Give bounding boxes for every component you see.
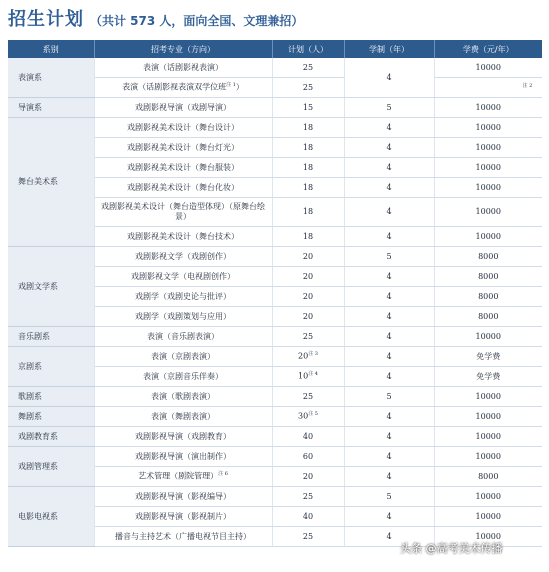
table-row <box>8 387 542 407</box>
years-cell: 4 <box>344 307 434 327</box>
years-cell: 4 <box>344 227 434 247</box>
page-title <box>8 5 303 31</box>
fee-cell: 10000 <box>434 178 542 198</box>
plan-cell: 60 <box>272 447 344 467</box>
major-cell: 表演（京剧表演） <box>94 347 272 367</box>
footnote-mark: 注 5 <box>308 411 318 418</box>
years-cell: 5 <box>344 387 434 407</box>
fee-cell: 8000 <box>434 267 542 287</box>
fee-cell: 10000 <box>434 427 542 447</box>
footnote-mark: 注 4 <box>308 371 318 378</box>
table-header-row <box>8 40 542 58</box>
major-cell: 戏剧影视美术设计（舞台化妆） <box>94 178 272 198</box>
fee-cell: 10000 <box>434 327 542 347</box>
years-cell: 4 <box>344 347 434 367</box>
plan-cell: 25 <box>272 527 344 547</box>
years-cell: 4 <box>344 198 434 227</box>
years-cell: 4 <box>344 327 434 347</box>
plan-cell: 18 <box>272 158 344 178</box>
years-cell: 4 <box>344 267 434 287</box>
major-cell: 表演（舞剧表演） <box>94 407 272 427</box>
table-row <box>8 447 542 467</box>
plan-cell: 25 <box>272 78 344 98</box>
fee-cell: 10000 <box>434 138 542 158</box>
years-cell: 4 <box>344 118 434 138</box>
fee-cell: 10000 <box>434 58 542 78</box>
title-main: 招生计划 <box>8 9 84 30</box>
column-header-years: 学制（年） <box>344 40 434 58</box>
major-cell: 戏剧影视导演（演出制作） <box>94 447 272 467</box>
plan-cell: 20 <box>272 307 344 327</box>
plan-cell: 25 <box>272 58 344 78</box>
dept-cell: 戏剧文学系 <box>8 247 94 327</box>
plan-cell: 20 <box>272 467 344 487</box>
years-cell: 4 <box>344 407 434 427</box>
years-cell: 5 <box>344 98 434 118</box>
major-cell: 戏剧影视文学（戏剧创作） <box>94 247 272 267</box>
column-header-dept: 系别 <box>8 40 94 58</box>
dept-cell: 歌剧系 <box>8 387 94 407</box>
years-cell: 4 <box>344 447 434 467</box>
plan-cell: 18 <box>272 118 344 138</box>
plan-value: 10 <box>298 372 309 382</box>
years-cell: 4 <box>344 287 434 307</box>
major-cell: 戏剧影视文学（电视剧创作） <box>94 267 272 287</box>
fee-cell <box>434 78 542 98</box>
dept-cell: 音乐剧系 <box>8 327 94 347</box>
fee-cell: 免学费 <box>434 347 542 367</box>
major-cell <box>94 78 272 98</box>
major-cell: 播音与主持艺术（广播电视节目主持） <box>94 527 272 547</box>
table-row <box>8 118 542 138</box>
plan-cell <box>272 407 344 427</box>
plan-cell: 18 <box>272 138 344 158</box>
years-cell: 4 <box>344 178 434 198</box>
column-header-plan: 计划（人） <box>272 40 344 58</box>
fee-cell: 10000 <box>434 227 542 247</box>
plan-cell: 25 <box>272 487 344 507</box>
watermark: 头条 @高考美术传播 <box>400 542 503 555</box>
dept-cell: 戏剧教育系 <box>8 427 94 447</box>
fee-cell: 10000 <box>434 507 542 527</box>
major-cell: 戏剧影视导演（影视制片） <box>94 507 272 527</box>
dept-cell: 导演系 <box>8 98 94 118</box>
fee-cell: 10000 <box>434 118 542 138</box>
years-cell: 4 <box>344 467 434 487</box>
dept-cell: 戏剧管理系 <box>8 447 94 487</box>
plan-cell: 20 <box>272 247 344 267</box>
major-cell: 戏剧影视美术设计（舞台灯光） <box>94 138 272 158</box>
plan-cell: 20 <box>272 267 344 287</box>
fee-cell: 10000 <box>434 98 542 118</box>
plan-cell: 25 <box>272 327 344 347</box>
plan-cell: 40 <box>272 427 344 447</box>
major-cell: 表演（京剧音乐伴奏） <box>94 367 272 387</box>
plan-cell: 18 <box>272 227 344 247</box>
table-row <box>8 247 542 267</box>
years-cell: 4 <box>344 138 434 158</box>
major-cell: 戏剧学（戏剧策划与应用） <box>94 307 272 327</box>
major-cell: 表演（音乐剧表演） <box>94 327 272 347</box>
dept-cell: 舞剧系 <box>8 407 94 427</box>
enrollment-table <box>8 40 542 547</box>
major-cell: 戏剧影视导演（戏剧导演） <box>94 98 272 118</box>
major-cell: 戏剧影视美术设计（舞台技术） <box>94 227 272 247</box>
fee-cell: 10000 <box>434 527 542 547</box>
years-cell: 4 <box>344 527 434 547</box>
table-row <box>8 487 542 507</box>
footnote-mark: 注 2 <box>522 83 533 90</box>
plan-cell: 18 <box>272 198 344 227</box>
dept-cell: 电影电视系 <box>8 487 94 547</box>
major-cell <box>94 467 272 487</box>
major-cell: 戏剧影视导演（戏剧教育） <box>94 427 272 447</box>
fee-cell: 8000 <box>434 247 542 267</box>
plan-cell <box>272 347 344 367</box>
fee-cell: 8000 <box>434 307 542 327</box>
major-text-tail: ） <box>235 83 244 93</box>
fee-cell: 10000 <box>434 447 542 467</box>
dept-cell: 舞台美术系 <box>8 118 94 247</box>
table-row <box>8 407 542 427</box>
dept-cell: 表演系 <box>8 58 94 98</box>
years-cell: 5 <box>344 247 434 267</box>
column-header-major: 招考专业（方向） <box>94 40 272 58</box>
footnote-mark: 注 6 <box>218 471 228 478</box>
table-row <box>8 58 542 78</box>
plan-value: 30 <box>298 412 309 422</box>
footnote-mark: 注 1 <box>226 82 236 89</box>
title-subtitle: （共计 573 人，面向全国、文理兼招） <box>90 14 304 28</box>
major-cell: 戏剧影视美术设计（舞台造型体现）（原舞台绘景） <box>94 198 272 227</box>
major-cell: 戏剧影视美术设计（舞台设计） <box>94 118 272 138</box>
major-cell: 戏剧影视导演（影视编导） <box>94 487 272 507</box>
plan-value: 20 <box>298 352 309 362</box>
major-text: 艺术管理（剧院管理） <box>138 472 219 482</box>
column-header-fee: 学费（元/年） <box>434 40 542 58</box>
major-cell: 表演（歌剧表演） <box>94 387 272 407</box>
plan-cell: 25 <box>272 387 344 407</box>
years-cell: 4 <box>344 58 434 98</box>
table-row <box>8 427 542 447</box>
fee-cell: 10000 <box>434 407 542 427</box>
major-cell: 戏剧影视美术设计（舞台服装） <box>94 158 272 178</box>
dept-cell: 京剧系 <box>8 347 94 387</box>
fee-cell: 10000 <box>434 158 542 178</box>
fee-cell: 免学费 <box>434 367 542 387</box>
plan-cell: 40 <box>272 507 344 527</box>
plan-cell: 15 <box>272 98 344 118</box>
fee-cell: 8000 <box>434 287 542 307</box>
years-cell: 4 <box>344 507 434 527</box>
years-cell: 4 <box>344 367 434 387</box>
plan-cell: 18 <box>272 178 344 198</box>
fee-cell: 10000 <box>434 387 542 407</box>
years-cell: 4 <box>344 427 434 447</box>
table-row <box>8 327 542 347</box>
major-cell: 表演（话剧影视表演） <box>94 58 272 78</box>
major-cell: 戏剧学（戏剧史论与批评） <box>94 287 272 307</box>
major-text: 表演（话剧影视表演双学位班 <box>122 83 227 93</box>
fee-cell: 8000 <box>434 467 542 487</box>
footnote-mark: 注 3 <box>308 351 318 358</box>
table-row <box>8 347 542 367</box>
years-cell: 4 <box>344 158 434 178</box>
fee-cell: 10000 <box>434 487 542 507</box>
fee-cell: 10000 <box>434 198 542 227</box>
years-cell: 5 <box>344 487 434 507</box>
table-row <box>8 98 542 118</box>
plan-cell <box>272 367 344 387</box>
plan-cell: 20 <box>272 287 344 307</box>
